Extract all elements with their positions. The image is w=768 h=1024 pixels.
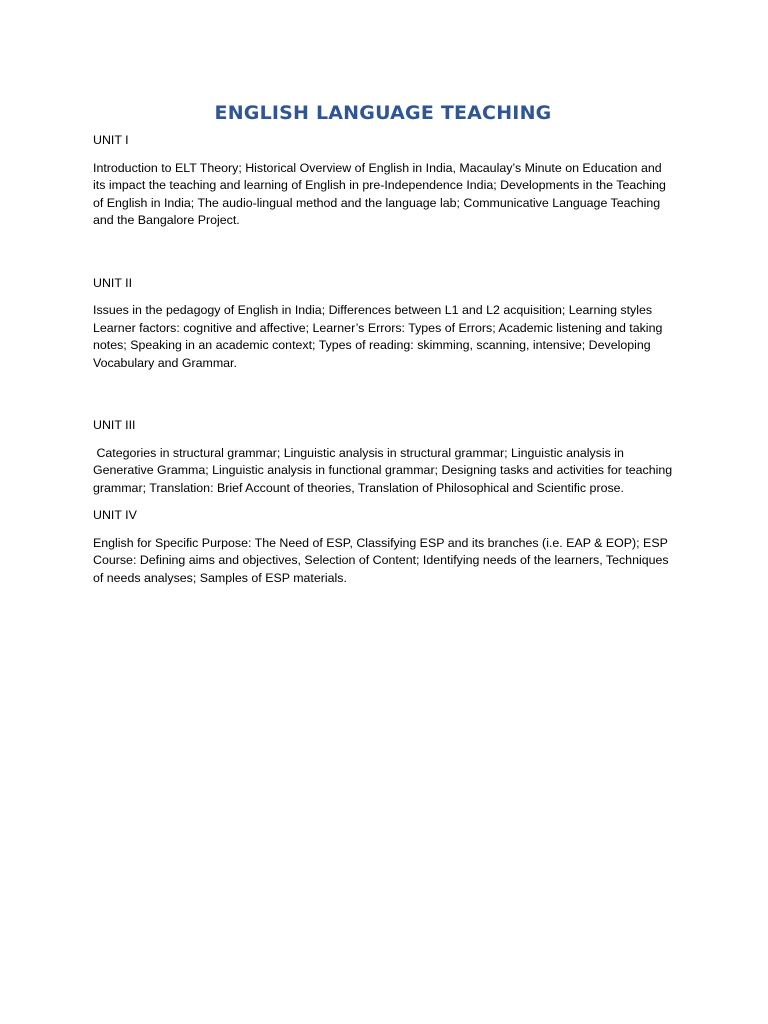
unit-2-heading: UNIT II	[93, 275, 133, 290]
unit-1-body: Introduction to ELT Theory; Historical Overview of English in India, Macaulay’s Minute on Education and its impact the teaching and learning of English in pre-Independence India; Developments in the Teaching of English in India; The audio-lingual method and the language lab; Communicative Language Teaching and the Bangalore Project.	[93, 160, 666, 227]
page-title: ENGLISH LANGUAGE TEACHING	[214, 102, 552, 124]
unit-3-heading: UNIT III	[93, 418, 136, 432]
document-content	[93, 98, 676, 597]
unit-1-heading: UNIT I	[93, 133, 129, 147]
unit-4-heading: UNIT IV	[93, 508, 137, 522]
paragraph-spacer	[93, 382, 673, 417]
unit-4-body: English for Specific Purpose: The Need of ESP, Classifying ESP and its branches (i.e. EAP & EOP); ESP Course: Defining aims and objectives, Selection of Content; Identifying needs of the learners, Techniques of needs analyses; Samples of ESP materials.	[93, 535, 669, 585]
paragraph-spacer	[93, 240, 673, 275]
unit-3-body: Categories in structural grammar; Linguistic analysis in structural grammar; Linguistic analysis in Generative Gramma; Linguistic analysis in functional grammar; Designing tasks and activities for teaching grammar; Translation: Brief Account of theories, Translation of Philosophical and Scientific prose.	[93, 445, 676, 495]
unit-2-body: Issues in the pedagogy of English in India; Differences between L1 and L2 acquisition; Learning styles Learner factors: cognitive and affective; Learner’s Errors: Types of Errors; Academic listening and taking notes; Speaking in an academic context; Types of reading: skimming, scanning, intensive; Developing Vocabulary and Grammar.	[93, 303, 663, 370]
